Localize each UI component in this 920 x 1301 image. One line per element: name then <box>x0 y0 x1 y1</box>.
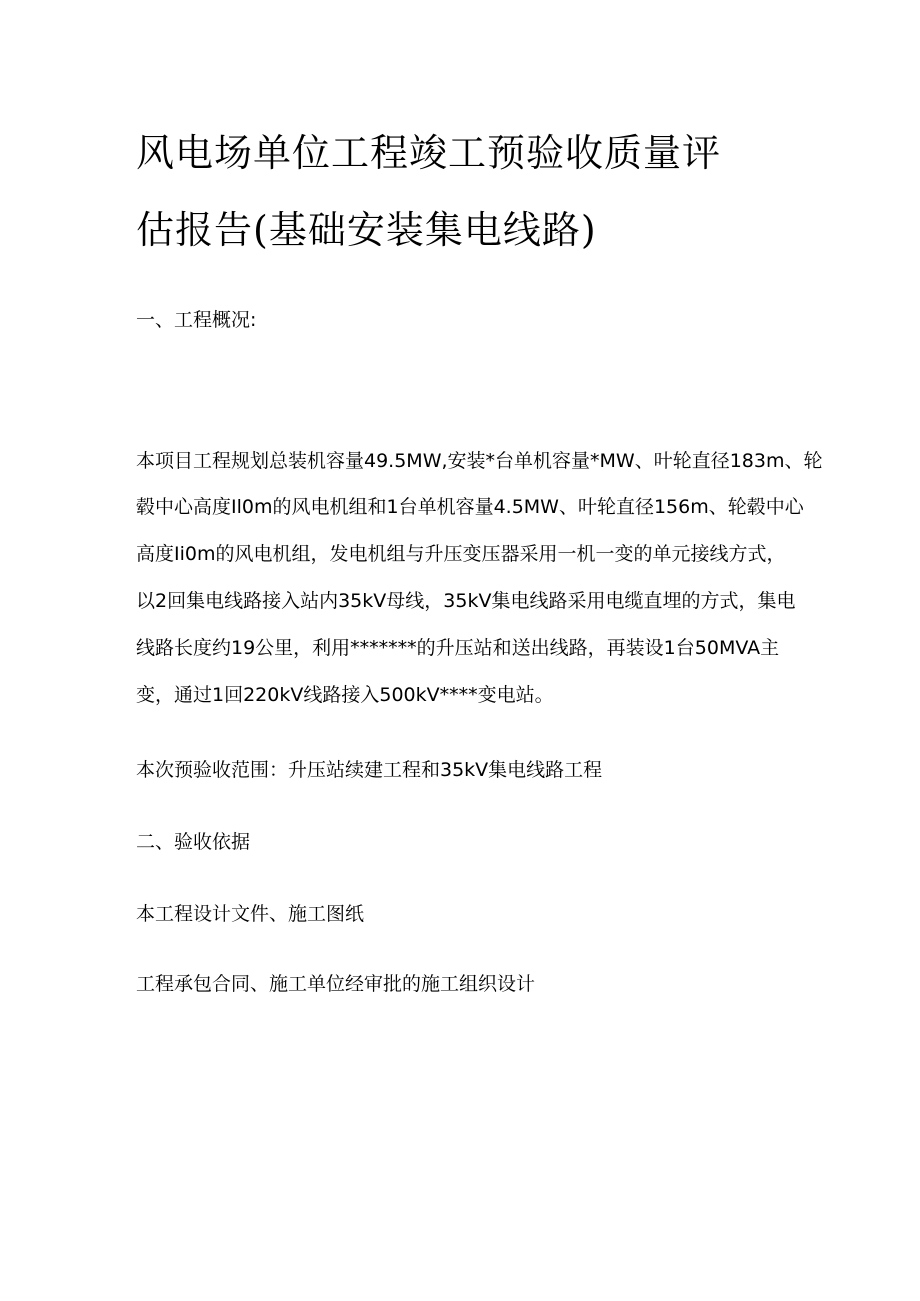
document-title-line-2: 估报告(基础安装集电线路) <box>136 208 597 252</box>
overview-paragraph-line: 变，通过1回220kV线路接入500kV****变电站。 <box>136 684 554 706</box>
overview-paragraph-line: 以2回集电线路接入站内35kV母线，35kV集电线路采用电缆直埋的方式，集电 <box>136 590 796 612</box>
basis-item: 工程承包合同、施工单位经审批的施工组织设计 <box>136 973 536 995</box>
overview-paragraph-line: 本项目工程规划总装机容量49.5MW,安装*台单机容量*MW、叶轮直径183m、轮 <box>136 450 823 472</box>
overview-paragraph-line: 线路长度约19公里，利用*******的升压站和送出线路，再装设1台50MVA主 <box>136 637 780 659</box>
document-title-line-1: 风电场单位工程竣工预验收质量评 <box>136 131 722 175</box>
section-heading-basis: 二、验收依据 <box>136 831 251 853</box>
overview-paragraph-line: 高度Ii0m的风电机组，发电机组与升压变压器采用一机一变的单元接线方式， <box>136 543 786 565</box>
basis-item: 本工程设计文件、施工图纸 <box>136 903 365 925</box>
section-heading-overview: 一、工程概况: <box>136 309 257 331</box>
overview-paragraph-line: 毂中心高度Il0m的风电机组和1台单机容量4.5MW、叶轮直径156m、轮毂中心 <box>136 496 804 518</box>
acceptance-scope-text: 本次预验收范围：升压站续建工程和35kV集电线路工程 <box>136 759 603 781</box>
